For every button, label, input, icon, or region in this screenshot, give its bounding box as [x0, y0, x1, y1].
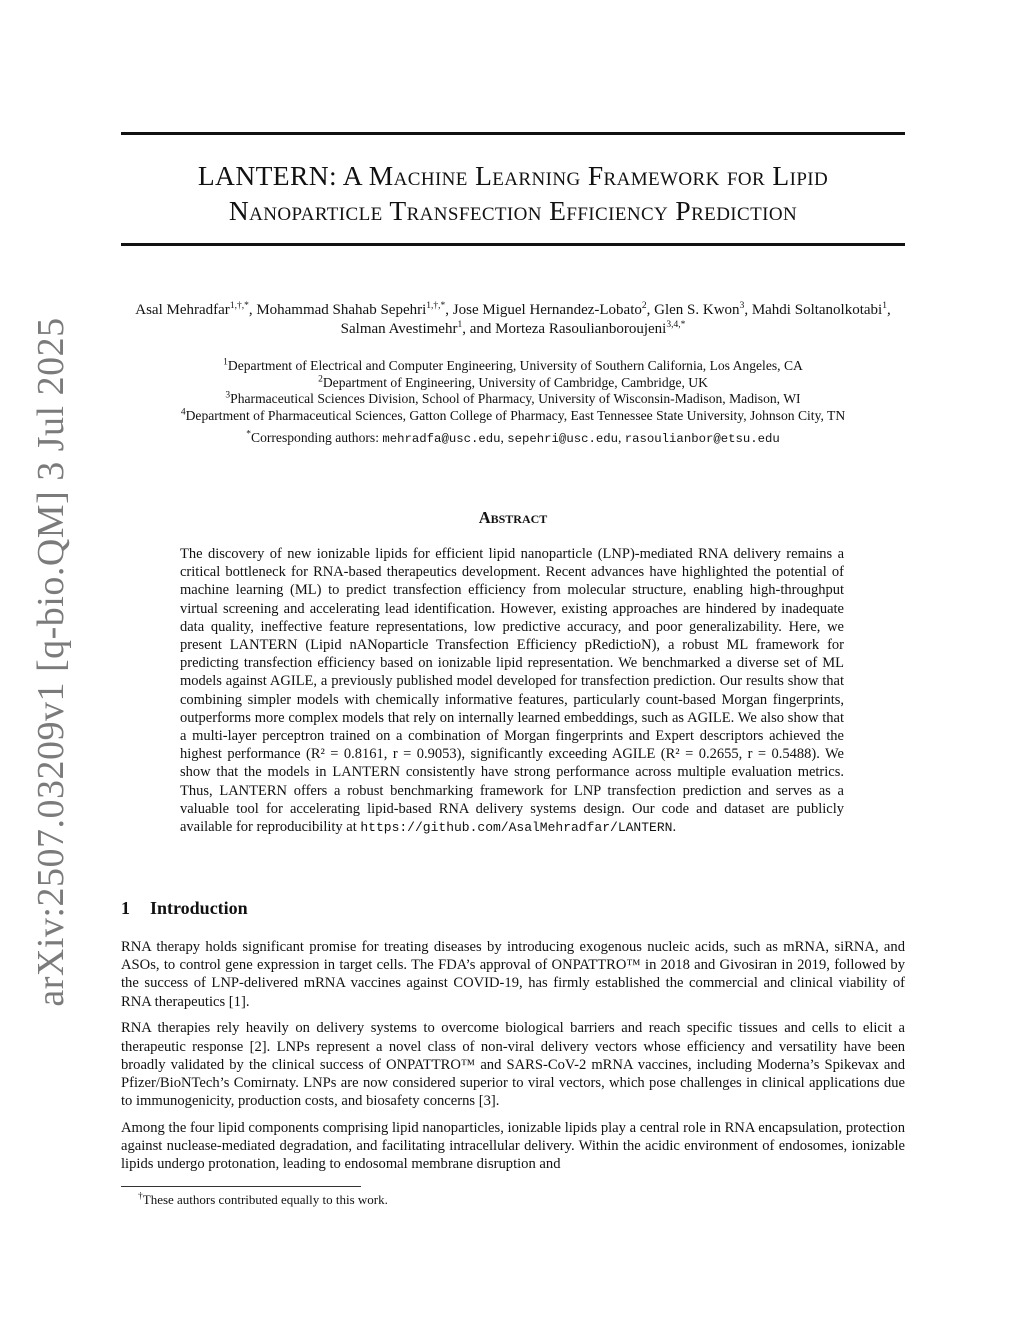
- author-name: , Glen S. Kwon: [646, 302, 740, 318]
- footnote-text: These authors contributed equally to this work.: [142, 1192, 388, 1207]
- abstract-end: .: [672, 819, 677, 836]
- author-affiliation-mark: 3,4,*: [666, 320, 686, 330]
- author-name: Asal Mehradfar: [135, 302, 230, 318]
- affiliation-text: Department of Engineering, University of Cambridge, Cambridge, UK: [322, 374, 708, 390]
- author-list: [121, 301, 905, 339]
- arxiv-identifier-stamp: arXiv:2507.03209v1 [q-bio.QM] 3 Jul 2025: [30, 317, 72, 1007]
- email-link[interactable]: rasoulianbor@etsu.edu: [624, 432, 780, 446]
- affiliation-line: [121, 408, 905, 425]
- affiliation-list: [121, 358, 905, 448]
- affiliation-line: [121, 358, 905, 375]
- section-number: 1: [121, 898, 130, 918]
- footnote: [138, 1192, 388, 1208]
- author-affiliation-mark: 1: [457, 320, 463, 330]
- title-rule-top: [121, 132, 905, 135]
- author-affiliation-mark: 1,†,*: [426, 301, 446, 311]
- author-affiliation-mark: 2: [641, 301, 647, 311]
- footnote-mark: †: [138, 1191, 143, 1202]
- section-heading-introduction: [121, 898, 248, 919]
- separator: ,: [500, 430, 508, 445]
- author-name: , Mohammad Shahab Sepehri: [248, 302, 427, 318]
- paper-title: [121, 158, 905, 228]
- affiliation-text: Department of Pharmaceutical Sciences, Gatton College of Pharmacy, East Tennessee State University, Johnson City, TN: [185, 407, 846, 423]
- author-affiliation-mark: 3: [739, 301, 745, 311]
- paragraph: Among the four lipid components comprising lipid nanoparticles, ionizable lipids play a central role in RNA encapsulation, protection against nuclease-mediated degradation, and facilitating intracellular delivery. Within the acidic environment of endosomes, ionizable lipids undergo protonation, leading to endosomal membrane disruption and: [121, 1119, 905, 1173]
- affiliation-number: 1: [223, 357, 228, 368]
- separator: ,: [617, 430, 625, 445]
- author-name: , Mahdi Soltanolkotabi: [744, 302, 883, 318]
- section-title: Introduction: [150, 898, 248, 918]
- email-link[interactable]: mehradfa@usc.edu: [382, 432, 501, 446]
- abstract-text: The discovery of new ionizable lipids for efficient lipid nanoparticle (LNP)-mediated RNA delivery remains a critical bottleneck for RNA-based therapeutics development. Recent advances have highlighted the potential of machine learning (ML) to predict transfection efficiency from molecular structure, enabling high-throughput virtual screening and accelerating lead identification. However, existing approaches are hindered by inadequate data quality, ineffective feature representations, low predictive accuracy, and poor generalizability. Here, we present LANTERN (Lipid nANoparticle Transfection Efficiency pRedictioN), a robust ML framework for predicting transfection efficiency based on ionizable lipid representation. We benchmarked a diverse set of ML models against AGILE, a previously published model developed for transfection prediction. Our results show that combining simpler models with chemically informative features, particularly count-based Morgan fingerprints, outperforms more complex models that rely on internally learned embeddings, such as AGILE. We also show that a multi-layer perceptron trained on a combination of Morgan fingerprints and Expert descriptors achieved the highest performance (R² = 0.8161, r = 0.9053), significantly exceeding AGILE (R² = 0.2655, r = 0.5488). We show that the models in LANTERN consistently have strong performance across multiple evaluation metrics. Thus, LANTERN offers a robust benchmarking framework for LNP transfection prediction and serves as a valuable tool for accelerating lipid-based RNA delivery systems design. Our code and dataset are publicly available for reproducibility at: [180, 546, 844, 836]
- title-line-2: Nanoparticle Transfection Efficiency Prediction: [228, 195, 798, 226]
- footnote-rule: [121, 1186, 361, 1187]
- affiliation-number: 2: [318, 373, 323, 384]
- affiliation-number: 3: [225, 390, 231, 401]
- abstract-heading: Abstract: [478, 508, 548, 527]
- email-link[interactable]: sepehri@usc.edu: [507, 432, 618, 446]
- paragraph: RNA therapy holds significant promise for treating diseases by introducing exogenous nucleic acids, such as mRNA, siRNA, and ASOs, to control gene expression in target cells. The FDA’s approval of ONPATTRO™ in 2018 and Givosiran in 2019, followed by the success of LNP-delivered mRNA vaccines against COVID-19, has firmly established the commercial and clinical viability of RNA therapeutics [1].: [121, 939, 905, 1010]
- affiliation-line: [121, 375, 905, 392]
- introduction-body: [121, 938, 905, 1182]
- author-name: , Jose Miguel Hernandez-Lobato: [445, 302, 642, 318]
- author-name: , and Morteza Rasoulianboroujeni: [462, 321, 667, 337]
- title-rule-bottom: [121, 243, 905, 246]
- affiliation-number: 4: [180, 406, 186, 417]
- author-affiliation-mark: 1: [882, 301, 887, 311]
- corresponding-mark: *: [246, 429, 251, 440]
- affiliation-text: Department of Electrical and Computer Engineering, University of Southern California, Los Angeles, CA: [227, 358, 803, 373]
- author-affiliation-mark: 1,†,*: [229, 301, 249, 311]
- corresponding-authors: [121, 430, 905, 448]
- author-name: , Salman Avestimehr: [340, 302, 891, 337]
- abstract-body: [180, 545, 844, 837]
- github-link[interactable]: https://github.com/AsalMehradfar/LANTERN: [360, 820, 673, 836]
- corresponding-label: Corresponding authors:: [251, 430, 383, 445]
- affiliation-line: [121, 391, 905, 408]
- paragraph: RNA therapies rely heavily on delivery systems to overcome biological barriers and reach specific tissues and cells to elicit a therapeutic response [2]. LNPs represent a novel class of non-viral delivery vectors whose efficiency and versatility have been broadly validated by the clinical success of ONPATTRO™ and SARS-CoV-2 mRNA vaccines, including Moderna’s Spikevax and Pfizer/BioNTech’s Comirnaty. LNPs are now considered superior to viral vectors, which pose challenges in clinical applications due to immunogenicity, production costs, and biosafety concerns [3].: [121, 1020, 905, 1110]
- title-line-1: LANTERN: A Machine Learning Framework for Lipid: [197, 160, 829, 191]
- affiliation-text: Pharmaceutical Sciences Division, School of Pharmacy, University of Wisconsin-Madison, Madison, WI: [230, 391, 801, 406]
